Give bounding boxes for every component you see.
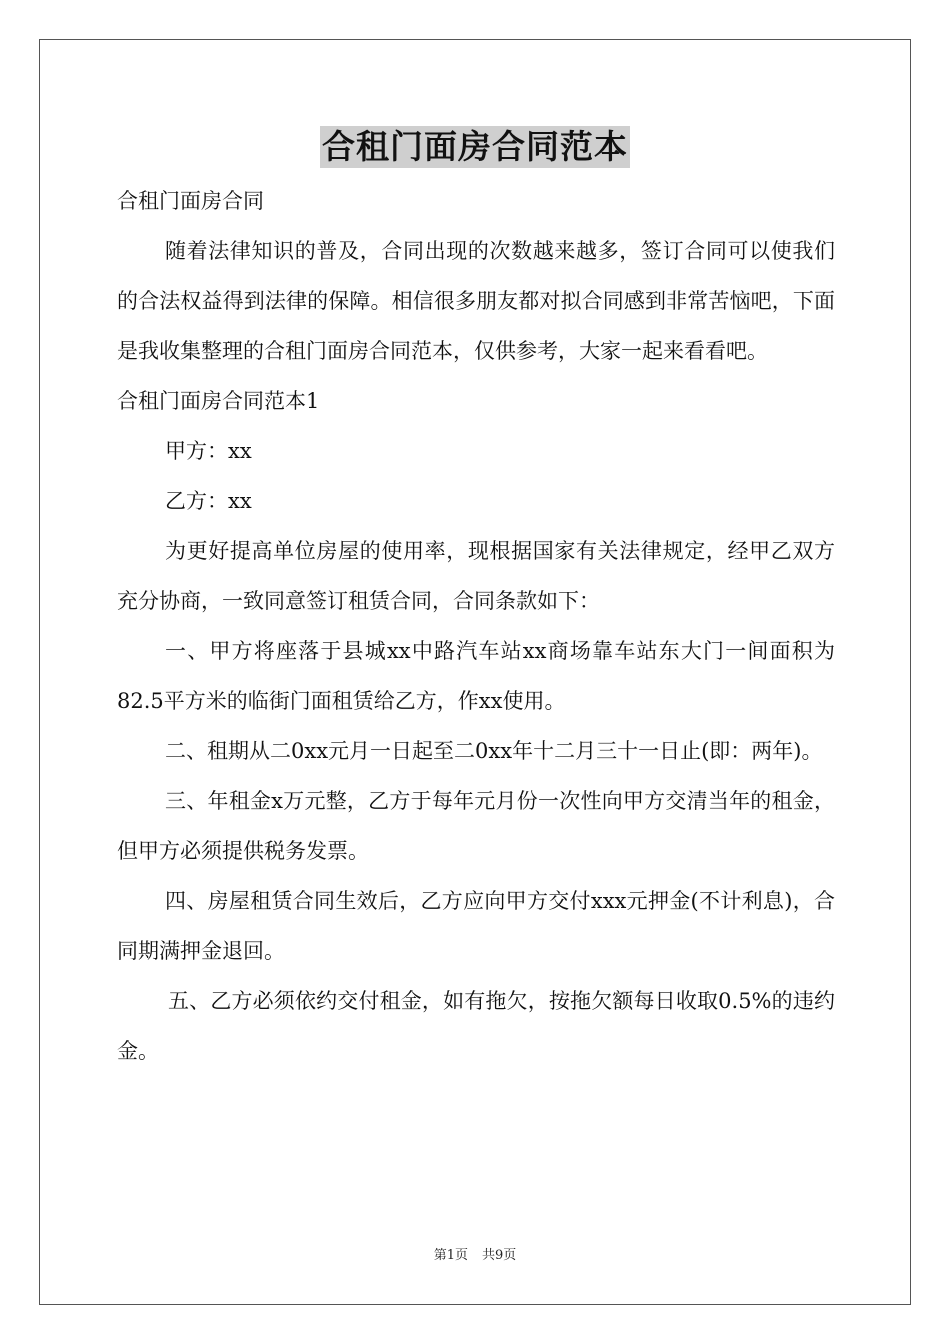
clause-5: 五、乙方必须依约交付租金，如有拖欠，按拖欠额每日收取0.5%的违约金。 <box>117 989 835 1063</box>
page-footer <box>0 1247 950 1265</box>
preamble-paragraph: 为更好提高单位房屋的使用率，现根据国家有关法律规定，经甲乙双方充分协商，一致同意签订租赁合同，合同条款如下： <box>117 539 835 613</box>
page-number: 第1页 <box>433 1248 468 1263</box>
intro-paragraph: 随着法律知识的普及，合同出现的次数越来越多，签订合同可以使我们的合法权益得到法律的保障。相信很多朋友都对拟合同感到非常苦恼吧，下面是我收集整理的合租门面房合同范本，仅供参考，大家一起来看看吧。 <box>117 239 835 363</box>
title-container <box>0 126 950 168</box>
clause-2: 二、租期从二0xx元月一日起至二0xx年十二月三十一日止(即：两年)。 <box>165 739 823 763</box>
party-b: 乙方：xx <box>165 489 252 513</box>
document-body <box>117 176 835 1076</box>
clause-1: 一、甲方将座落于县城xx中路汽车站xx商场靠车站东大门一间面积为82.5平方米的临街门面租赁给乙方，作xx使用。 <box>117 639 835 713</box>
page-total: 共9页 <box>482 1248 517 1263</box>
document-title: 合租门面房合同范本 <box>322 127 628 166</box>
clause-4: 四、房屋租赁合同生效后，乙方应向甲方交付xxx元押金(不计利息)，合同期满押金退回。 <box>117 889 835 963</box>
party-a: 甲方：xx <box>165 439 252 463</box>
sample-heading: 合租门面房合同范本1 <box>117 389 320 413</box>
contract-heading: 合租门面房合同 <box>117 189 264 213</box>
clause-3: 三、年租金x万元整，乙方于每年元月份一次性向甲方交清当年的租金，但甲方必须提供税务发票。 <box>117 789 835 863</box>
